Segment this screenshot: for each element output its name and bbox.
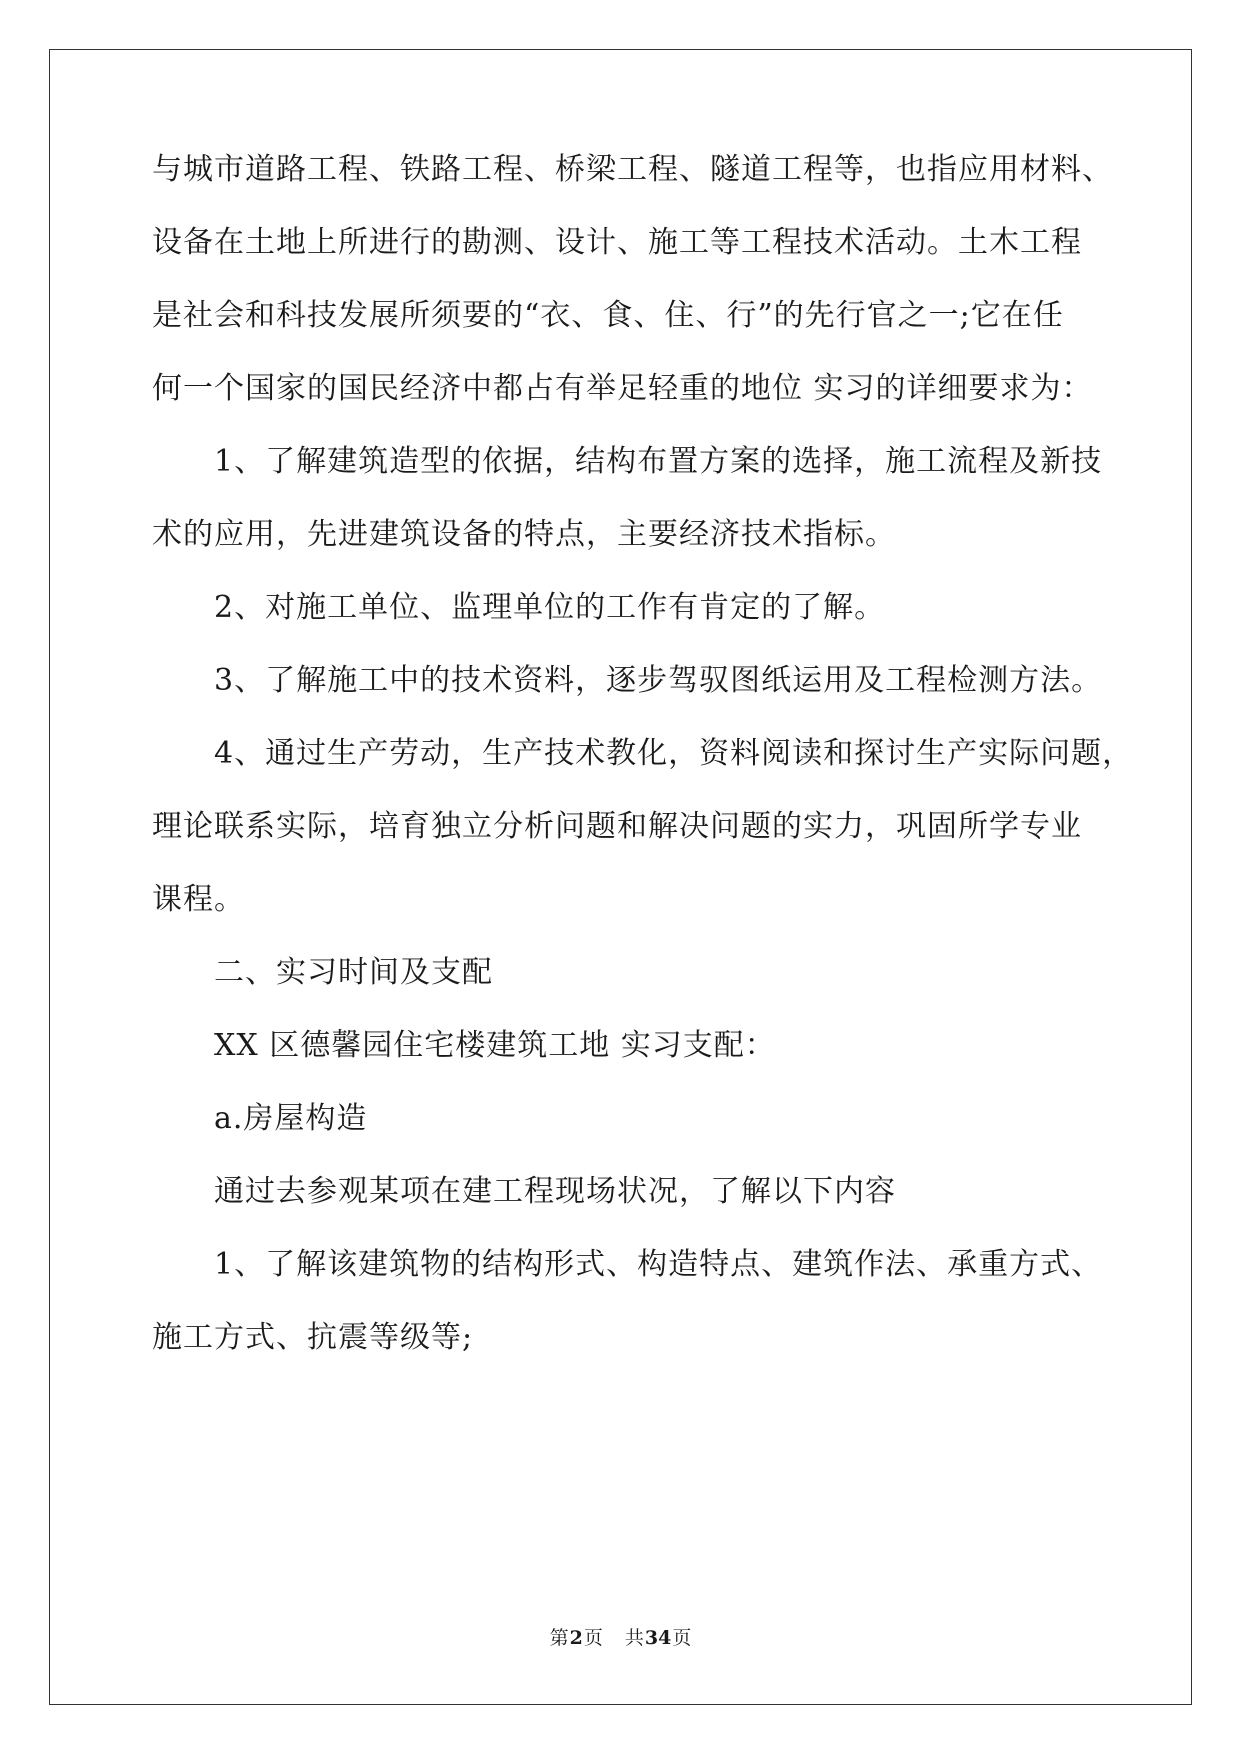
text-line: 通过去参观某项在建工程现场状况，了解以下内容 [214, 1174, 896, 1209]
text-line: 设备在土地上所进行的勘测、设计、施工等工程技术活动。土木工程 [152, 225, 1082, 260]
text-line: 何一个国家的国民经济中都占有举足轻重的地位 实习的详细要求为： [152, 371, 1093, 406]
text-line: 课程。 [152, 882, 245, 917]
text-line: 施工方式、抗震等级等; [152, 1320, 474, 1355]
footer-page-suffix: 页 [583, 1627, 603, 1649]
total-pages: 34 [644, 1627, 672, 1649]
text-line: 理论联系实际，培育独立分析问题和解决问题的实力，巩固所学专业 [152, 809, 1082, 844]
text-line: 术的应用，先进建筑设备的特点，主要经济技术指标。 [152, 517, 896, 552]
text-line: 是社会和科技发展所须要的“衣、食、住、行”的先行官之一;它在任 [152, 298, 1064, 333]
list-item-4: 4、通过生产劳动，生产技术教化，资料阅读和探讨生产实际问题， [214, 736, 1134, 771]
text-line: XX 区德馨园住宅楼建筑工地 实习支配： [214, 1028, 776, 1063]
section-heading: 二、实习时间及支配 [214, 955, 493, 990]
page-footer [0, 1626, 1241, 1650]
footer-total-suffix: 页 [672, 1627, 692, 1649]
footer-total-prefix: 共 [624, 1627, 644, 1649]
list-item-1: 1、了解建筑造型的依据，结构布置方案的选择，施工流程及新技 [214, 444, 1103, 479]
list-item-3: 3、了解施工中的技术资料，逐步驾驭图纸运用及工程检测方法。 [214, 663, 1103, 698]
footer-prefix: 第 [549, 1627, 569, 1649]
subsection-heading: a.房屋构造 [214, 1101, 368, 1136]
page-number: 2 [569, 1627, 583, 1649]
list-item-1: 1、了解该建筑物的结构形式、构造特点、建筑作法、承重方式、 [214, 1247, 1103, 1282]
text-line: 与城市道路工程、铁路工程、桥梁工程、隧道工程等，也指应用材料、 [152, 152, 1113, 187]
list-item-2: 2、对施工单位、监理单位的工作有肯定的了解。 [214, 590, 886, 625]
